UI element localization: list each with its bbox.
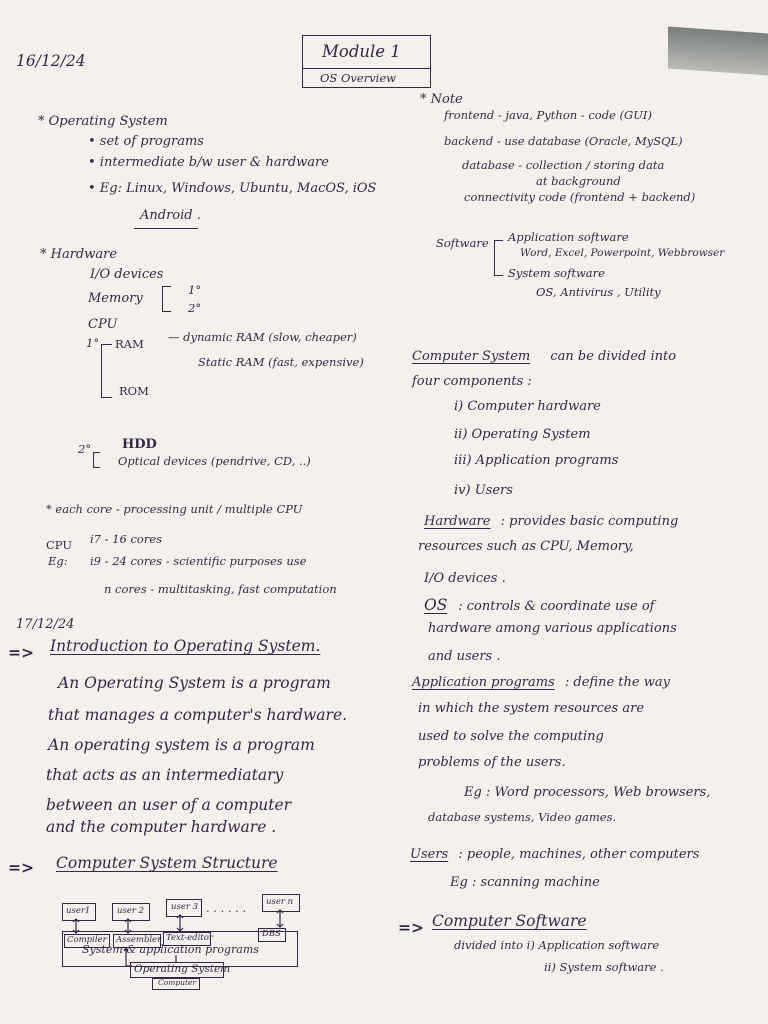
hardware-heading: * Hardware <box>40 247 118 262</box>
secondary-degree: 2° <box>78 442 92 456</box>
primary-degree: 1° <box>86 336 100 350</box>
date-2: 17/12/24 <box>16 617 75 632</box>
users-def-term: Users <box>410 847 449 862</box>
app-def-text-2: in which the system resources are <box>418 701 645 716</box>
user-3-label: user 3 <box>171 902 199 912</box>
i7-cores: i7 - 16 cores <box>90 532 163 546</box>
app-def-text-3: used to solve the computing <box>418 729 604 744</box>
users-def-text-2: Eg : scanning machine <box>450 875 600 890</box>
module-title: Module 1 <box>322 42 401 61</box>
structure-arrow: => <box>8 858 34 877</box>
cpu-eg-label: CPU <box>46 538 73 552</box>
intro-line-4: that acts as an intermediatary <box>46 766 284 784</box>
component-2: ii) Operating System <box>454 427 591 442</box>
hw-def-text-1: : provides basic computing <box>500 514 679 529</box>
user-dots: . . . . . . <box>206 901 247 915</box>
user-n-label: user n <box>266 897 294 907</box>
memory-primary: 1° <box>188 283 202 297</box>
intro-arrow: => <box>8 643 34 662</box>
hw-def-text-3: I/O devices . <box>424 571 506 586</box>
component-4: iv) Users <box>454 483 513 498</box>
intro-heading: Introduction to Operating System. <box>50 637 321 655</box>
secondary-bracket <box>93 452 100 468</box>
software-item-4: OS, Antivirus , Utility <box>536 285 661 299</box>
sw-line-2: ii) System software . <box>544 960 664 974</box>
hdd-label: HDD <box>122 437 157 452</box>
os-def-text-1: : controls & coordinate use of <box>458 599 655 614</box>
software-label: Software <box>436 236 489 250</box>
app-def-text-1: : define the way <box>564 675 670 690</box>
intro-line-3: An operating system is a program <box>48 736 315 754</box>
sw-arrow: => <box>398 918 424 937</box>
app-def-text-6: database systems, Video games. <box>428 810 617 824</box>
os-def-term: OS <box>424 596 448 614</box>
cs-heading-rest: can be divided into <box>550 349 677 364</box>
intro-line-6: and the computer hardware . <box>46 818 277 836</box>
user-1-label: user1 <box>66 906 91 916</box>
ram-rom-bracket <box>101 344 112 398</box>
os-item-2: • intermediate b/w user & hardware <box>88 155 329 170</box>
page-corner-shadow <box>668 27 768 76</box>
structure-heading: Computer System Structure <box>56 854 278 872</box>
app-def-text-4: problems of the users. <box>418 755 566 770</box>
io-devices: I/O devices <box>90 267 164 282</box>
os-heading: * Operating System <box>38 114 168 129</box>
software-item-2: Word, Excel, Powerpoint, Webbrowser <box>520 247 725 259</box>
note-line-1: frontend - java, Python - code (GUI) <box>444 108 652 122</box>
date-1: 16/12/24 <box>16 52 86 70</box>
software-bracket <box>494 240 503 276</box>
sw-line-1: divided into i) Application software <box>454 938 660 952</box>
rom-label: ROM <box>119 384 149 398</box>
app-def-term: Application programs <box>412 675 555 690</box>
dynamic-ram: — dynamic RAM (slow, cheaper) <box>168 330 357 344</box>
intro-line-5: between an user of a computer <box>46 796 292 814</box>
os-item-4: Android . <box>140 208 201 223</box>
module-subtitle: OS Overview <box>320 71 397 85</box>
note-line-3: database - collection / storing data <box>462 158 665 172</box>
compiler-label: Compiler <box>67 935 107 945</box>
os-layer-label: Operating System <box>134 963 231 975</box>
users-def-text-1: : people, machines, other computers <box>458 847 700 862</box>
dbs-label: DBS <box>262 929 281 939</box>
component-3: iii) Application programs <box>454 453 619 468</box>
hw-def-term: Hardware <box>424 514 491 529</box>
memory: Memory <box>88 291 143 306</box>
sw-heading: Computer Software <box>432 912 587 930</box>
intro-line-1: An Operating System is a program <box>58 674 331 692</box>
hw-def-text-2: resources such as CPU, Memory, <box>418 539 634 554</box>
hw-layer-label: Computer <box>158 978 197 987</box>
os-item-1: • set of programs <box>88 134 204 149</box>
text-editor-label: Text-editor <box>166 933 213 943</box>
cs-heading-term: Computer System <box>412 349 531 364</box>
cs-heading-line-2: four components : <box>412 374 532 389</box>
memory-secondary: 2° <box>188 301 202 315</box>
os-def-text-2: hardware among various applications <box>428 621 677 636</box>
n-cores: n cores - multitasking, fast computation <box>104 582 337 596</box>
app-def-text-5: Eg : Word processors, Web browsers, <box>464 785 711 800</box>
software-item-1: Application software <box>508 230 629 244</box>
os-item-3: • Eg: Linux, Windows, Ubuntu, MacOS, iOS <box>88 181 377 196</box>
user-2-label: user 2 <box>117 906 145 916</box>
ram-label: RAM <box>115 337 144 351</box>
memory-bracket <box>162 286 171 312</box>
static-ram: Static RAM (fast, expensive) <box>198 355 364 369</box>
eg-label: Eg: <box>48 554 68 568</box>
os-def-text-3: and users . <box>428 649 501 664</box>
note-line-2: backend - use database (Oracle, MySQL) <box>444 134 683 148</box>
software-item-3: System software <box>508 266 605 280</box>
intro-line-2: that manages a computer's hardware. <box>48 706 348 724</box>
note-line-5: connectivity code (frontend + backend) <box>464 190 696 204</box>
i9-cores: i9 - 24 cores - scientific purposes use <box>90 554 307 568</box>
android-underline <box>134 228 198 229</box>
module-title-divider <box>302 68 430 69</box>
optical-devices: Optical devices (pendrive, CD, ..) <box>118 454 311 468</box>
core-line: * each core - processing unit / multiple CPU <box>46 502 303 516</box>
app-layer-label: System & application programs <box>82 943 259 956</box>
cpu-label: CPU <box>88 317 118 332</box>
note-line-4: at background <box>536 174 621 188</box>
note-heading: * Note <box>420 92 463 107</box>
component-1: i) Computer hardware <box>454 399 601 414</box>
assembler-label: Assembler <box>116 935 162 945</box>
